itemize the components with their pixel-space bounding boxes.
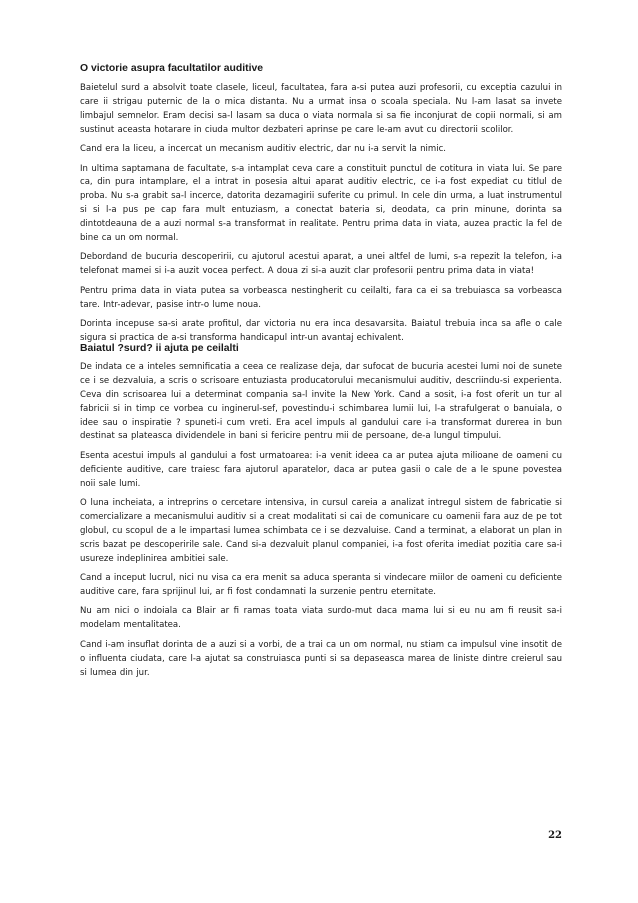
section-subtitle: Baiatul ?surd? ii ajuta pe ceilalti — [80, 342, 239, 354]
page-number: 22 — [548, 830, 562, 841]
paragraph: Pentru prima data in viata putea sa vorbeasca nestingherit cu ceilalti, fara ca ei sa trebuiasca sa vorbeasca tare. Intr-adevar, pasise intr-o lume noua. — [80, 285, 562, 310]
paragraph: In ultima saptamana de facultate, s-a intamplat ceva care a constituit punctul de cotitura in viata lui. Se pare ca, din pura intamplare, el a intrat in posesia altui aparat auditiv electric, ce i-a fost expediat cu titlul de proba. Nu s-a grabit sa-l incerce, datorita dezamagirii suferite cu primul. In cele din urma, a luat instrumentul si si l-a pus pe cap fara mult entuziasm, a conectat bateria si, deodata, ca prin minune, dorinta sa dintotdeauna de a auzi normal s-a transformat in realitate. Pentru prima data in viata, auzea practic la fel de bine ca un om normal. — [80, 163, 562, 244]
paragraph: Nu am nici o indoiala ca Blair ar fi ramas toata viata surdo-mut daca mama lui si eu nu am fi reusit sa-i modelam mentalitatea. — [80, 606, 562, 631]
paragraph: De indata ce a inteles semnificatia a ceea ce realizase deja, dar sufocat de bucuria acestei lumi noi de sunete ce i se dezvaluia, a scris o scrisoare entuziasta producatorului mecanismului auditiv, descriindu-si experienta. Ceva din scrisoarea lui a determinat compania sa-l invite la New York. Cand a sosit, i-a fost oferit un tur al fabricii si in timp ce vorbea cu inginerul-sef, povestindu-i schimbarea lumii lui, l-a strafulgerat o banuiala, o idee sau o inspiratie ? spuneti-i cum vreti. Era acel impuls al gandului care i-a transformat durerea in bun destinat sa plateasca dividendele in bani si fericire pentru mii de persoane, de-a lungul timpului. — [80, 361, 562, 442]
paragraph: Debordand de bucuria descoperirii, cu ajutorul acestui aparat, a unei altfel de lumi, s-a repezit la telefon, i-a telefonat mamei si i-a auzit vocea perfect. A doua zi si-a auzit clar profesorii pentru prima data in viata! — [80, 252, 562, 277]
paragraph: Cand a inceput lucrul, nici nu visa ca era menit sa aduca speranta si vindecare miilor de oameni cu deficiente auditive care, fara sprijinul lui, ar fi fost condamnati la surzenie pentru eternitate. — [80, 573, 562, 597]
document-page — [80, 61, 562, 686]
paragraph: Baietelul surd a absolvit toate clasele, liceul, facultatea, fara a-si putea auzi profesorii, cu exceptia cazului in care ii strigau puternic de la o mica distanta. Nu a urmat insa o scoala speciala. Nu l-am lasat sa invete limbajul semnelor. Eram decisi sa-l lasam sa duca o viata normala si sa fie inconjurat de copii normali, si am sustinut aceasta hotarare in ciuda multor dezbateri aprinse pe care le-am avut cu directorii scolilor. — [80, 83, 562, 135]
paragraph: Esenta acestui impuls al gandului a fost urmatoarea: i-a venit ideea ca ar putea ajuta milioane de oameni cu deficiente auditive, care traiesc fara ajutorul aparatelor, daca ar putea gasii o cale de a le spune povestea noii sale lumi. — [80, 450, 562, 489]
section-title: O victorie asupra facultatilor auditive — [80, 63, 264, 74]
paragraph: Dorinta incepuse sa-si arate profitul, dar victoria nu era inca desavarsita. Baiatul trebuia inca sa afle o cale sigura si practica de a-si transforma handicapul intr-un avantaj echivalent. — [80, 319, 562, 343]
paragraph: Cand i-am insuflat dorinta de a auzi si a vorbi, de a trai ca un om normal, nu stiam ca impulsul vine insotit de o influenta ciudata, care l-a ajutat sa construiasca punti si sa depaseasca marea de liniste dintre creierul sau si lumea din jur. — [80, 639, 562, 678]
paragraph: Cand era la liceu, a incercat un mecanism auditiv electric, dar nu i-a servit la nimic. — [80, 144, 447, 155]
paragraph: O luna incheiata, a intreprins o cercetare intensiva, in cursul careia a analizat intregul sistem de fabricatie si comercializare a mecanismului auditiv si a creat modalitati si cai de comunicare cu oamenii fara auz de pe tot globul, cu scopul de a le impartasi lumea schimbata ce i se dezvaluise. Cand a terminat, a elaborat un plan in scris bazat pe descoperirile sale. Cand si-a dezvaluit planul companiei, i-a fost oferita imediat pozitia care sa-i usureze indeplinirea ambitiei sale. — [80, 498, 562, 564]
